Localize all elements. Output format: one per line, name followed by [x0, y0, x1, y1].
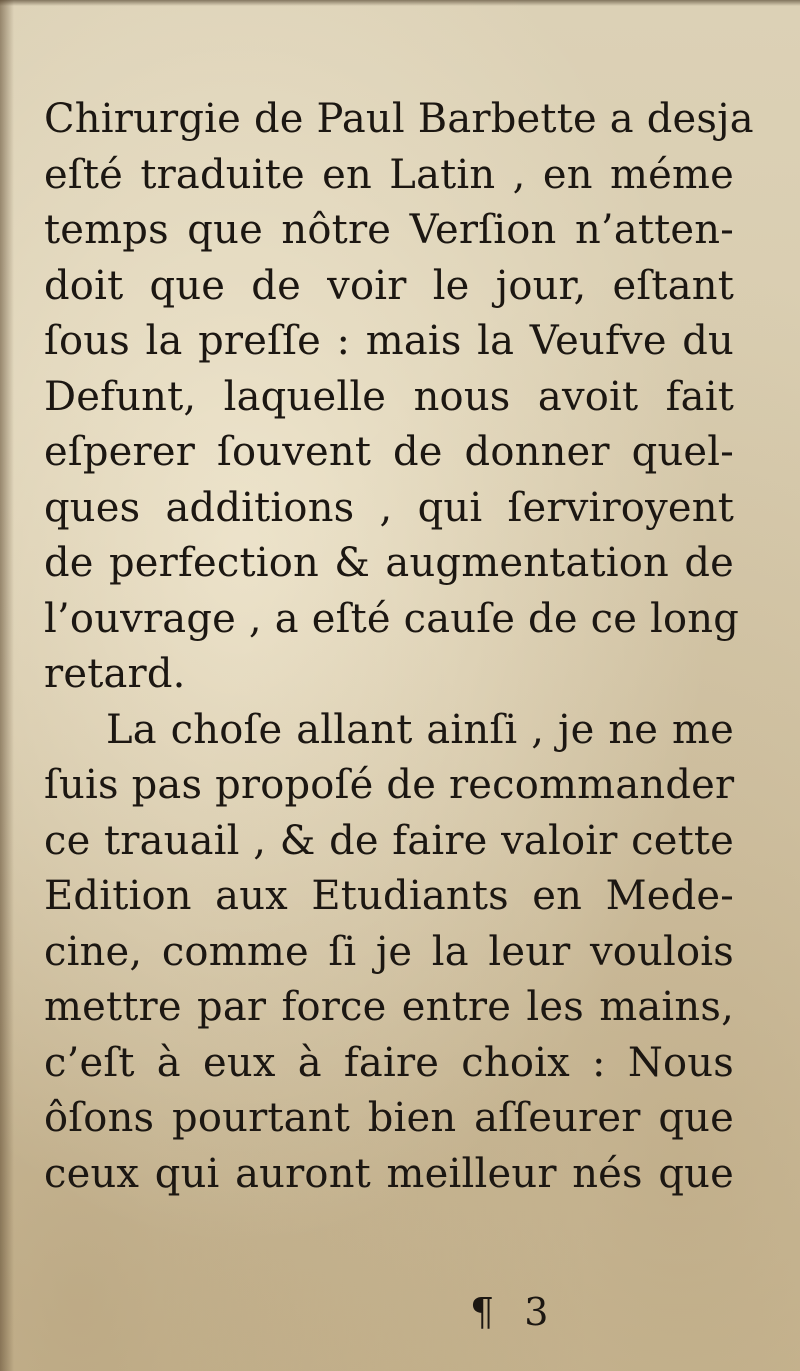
text-line: doit que de voir le jour, eſtant	[44, 262, 734, 309]
text-line: Edition aux Etudiants en Mede-	[44, 873, 734, 919]
text-line: ſous la preſſe : mais la Veufve du	[44, 318, 734, 364]
text-line: cine, comme ſi je la leur voulois	[44, 928, 734, 975]
paragraph-first-line: La choſe allant ainſi , je ne me	[106, 706, 734, 753]
text-line: Chirurgie de Paul Barbette a desja	[44, 96, 754, 142]
page-gutter-shadow	[0, 0, 14, 1371]
page-top-edge	[0, 0, 800, 6]
text-line: ques additions , qui ſerviroyent	[44, 484, 734, 531]
text-line: temps que nôtre Verſion n’atten-	[44, 207, 734, 253]
text-line: mettre par force entre les mains,	[44, 984, 734, 1030]
text-line: eſperer ſouvent de donner quel-	[44, 429, 734, 475]
text-line: c’eſt à eux à faire choix : Nous	[44, 1039, 734, 1086]
text-line: ceux qui auront meilleur nés que	[44, 1150, 734, 1197]
signature-number: 3	[524, 1290, 549, 1334]
text-line: de perfection & augmentation de	[44, 540, 734, 586]
body-text	[44, 92, 754, 1202]
text-line: ſuis pas propoſé de recommander	[44, 762, 735, 808]
text-line: retard.	[44, 651, 186, 697]
text-line: Defunt, laquelle nous avoit fait	[44, 373, 734, 420]
text-line: l’ouvrage , a eſté cauſe de ce long	[44, 595, 740, 642]
text-line: ôſons pourtant bien aſſeurer que	[44, 1095, 734, 1141]
pilcrow-mark: ¶	[470, 1290, 495, 1334]
signature-mark	[470, 1290, 548, 1334]
text-line: eſté traduite en Latin , en méme	[44, 151, 734, 198]
text-line: ce trauail , & de faire valoir cette	[44, 817, 734, 864]
